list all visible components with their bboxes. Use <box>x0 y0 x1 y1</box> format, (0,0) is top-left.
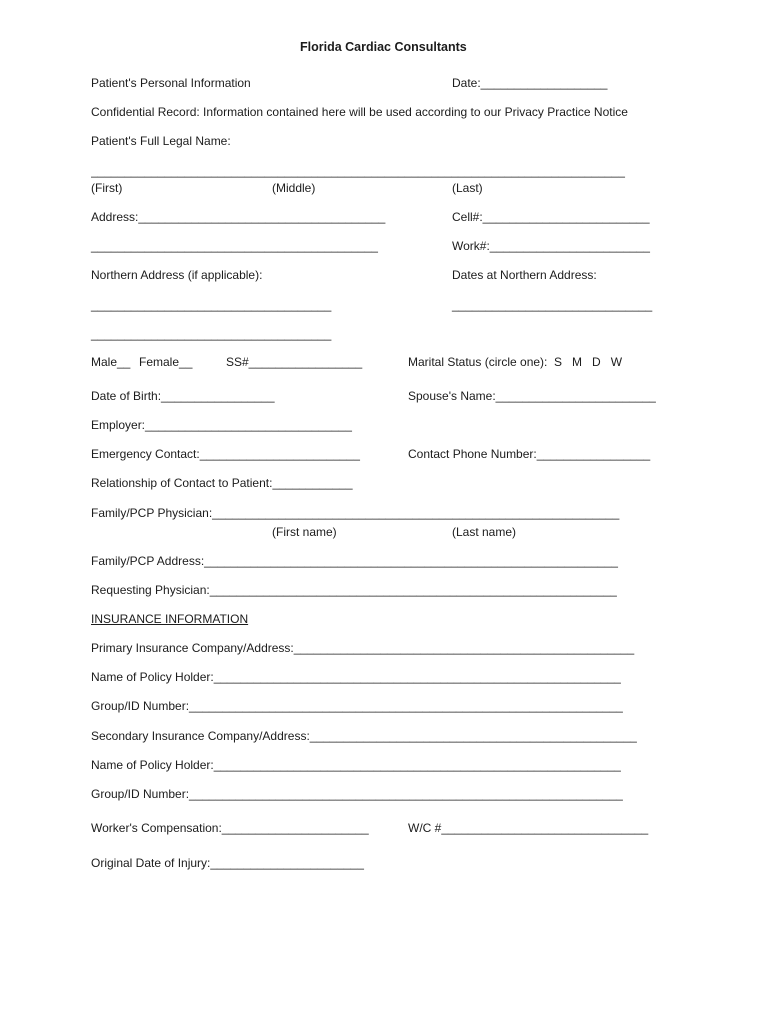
female-option[interactable]: Female__ <box>139 355 193 369</box>
primary-group-id-field[interactable]: Group/ID Number:_________________________________________________________________ <box>91 699 623 713</box>
male-option[interactable]: Male__ <box>91 355 131 369</box>
insurance-heading: INSURANCE INFORMATION <box>91 612 249 626</box>
work-field[interactable]: Work#:________________________ <box>452 239 650 253</box>
full-name-line[interactable]: ________________________________________________________________________________ <box>91 164 625 178</box>
personal-info-heading: Patient's Personal Information <box>91 76 251 90</box>
address-line-2[interactable]: ___________________________________________ <box>91 239 378 253</box>
physician-last-name-caption: (Last name) <box>452 525 517 539</box>
northern-dates-label: Dates at Northern Address: <box>452 268 597 282</box>
first-name-caption: (First) <box>91 181 123 195</box>
secondary-group-id-field[interactable]: Group/ID Number:_________________________________________________________________ <box>91 787 623 801</box>
northern-address-label: Northern Address (if applicable): <box>91 268 263 282</box>
ssn-field[interactable]: SS#_________________ <box>226 355 363 369</box>
secondary-policy-holder-field[interactable]: Name of Policy Holder:_____________________________________________________________ <box>91 758 621 772</box>
employer-field[interactable]: Employer:_______________________________ <box>91 418 352 432</box>
wc-number-field[interactable]: W/C #_______________________________ <box>408 821 649 835</box>
last-name-caption: (Last) <box>452 181 483 195</box>
emergency-contact-field[interactable]: Emergency Contact:________________________ <box>91 447 360 461</box>
family-pcp-address-field[interactable]: Family/PCP Address:______________________________________________________________ <box>91 554 618 568</box>
workers-compensation-field[interactable]: Worker's Compensation:______________________ <box>91 821 369 835</box>
date-field[interactable]: Date:___________________ <box>452 76 608 90</box>
primary-policy-holder-field[interactable]: Name of Policy Holder:_____________________________________________________________ <box>91 670 621 684</box>
northern-address-line-1[interactable]: ____________________________________ <box>91 298 332 312</box>
contact-phone-field[interactable]: Contact Phone Number:_________________ <box>408 447 651 461</box>
northern-dates-line[interactable]: ______________________________ <box>452 298 653 312</box>
secondary-insurance-field[interactable]: Secondary Insurance Company/Address:_________________________________________________ <box>91 729 637 743</box>
contact-relationship-field[interactable]: Relationship of Contact to Patient:____________ <box>91 476 353 490</box>
middle-name-caption: (Middle) <box>272 181 316 195</box>
spouse-name-field[interactable]: Spouse's Name:________________________ <box>408 389 656 403</box>
family-pcp-physician-field[interactable]: Family/PCP Physician:_____________________________________________________________ <box>91 506 620 520</box>
requesting-physician-field[interactable]: Requesting Physician:_____________________________________________________________ <box>91 583 617 597</box>
cell-field[interactable]: Cell#:_________________________ <box>452 210 650 224</box>
physician-first-name-caption: (First name) <box>272 525 337 539</box>
form-title: Florida Cardiac Consultants <box>300 40 467 54</box>
address-field[interactable]: Address:_____________________________________ <box>91 210 386 224</box>
date-of-birth-field[interactable]: Date of Birth:_________________ <box>91 389 275 403</box>
full-legal-name-label: Patient's Full Legal Name: <box>91 134 231 148</box>
confidential-notice: Confidential Record: Information contained here will be used according to our Privacy Practice Notice <box>91 105 628 119</box>
injury-date-field[interactable]: Original Date of Injury:_______________________ <box>91 856 364 870</box>
marital-status-field[interactable]: Marital Status (circle one): S M D W <box>408 355 623 369</box>
northern-address-line-2[interactable]: ____________________________________ <box>91 327 332 341</box>
primary-insurance-field[interactable]: Primary Insurance Company/Address:___________________________________________________ <box>91 641 635 655</box>
